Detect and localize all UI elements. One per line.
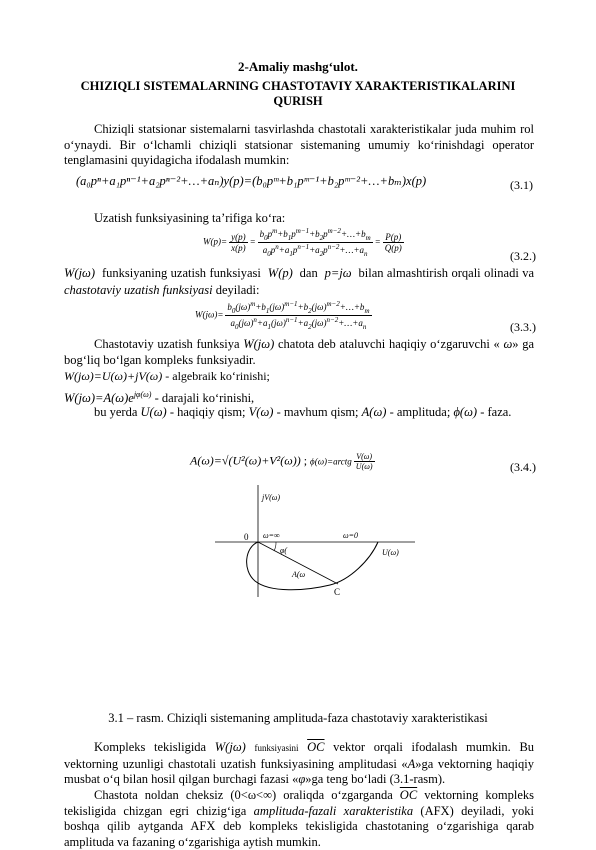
frequency-transfer-paragraph — [64, 265, 534, 299]
w-jw-2: W(jω) — [243, 337, 275, 351]
afx-curve — [247, 542, 378, 590]
p3-italic: chastotaviy uzatish funksiyasi — [64, 283, 213, 297]
afx-figure — [200, 485, 420, 600]
p6-text-a: Chastota noldan cheksiz (0<ω<∞) oraliqda o‘zgarganda — [94, 788, 393, 802]
p3-text-c: bilan almashtirish orqali olinadi va — [358, 266, 535, 280]
phase-arc — [274, 542, 276, 551]
jv-label: jV(ω) — [262, 493, 281, 502]
p6-italic: amplituda-fazali xarakteristika — [253, 803, 414, 818]
p-jw: p=jω — [324, 266, 352, 280]
equation-3-1: (a₀pⁿ+a₁pⁿ⁻¹+a₂pⁿ⁻²+…+aₙ)y(p)=(b₀pᵐ+b₁pᵐ⁻¹+b₂pᵐ⁻²+…+bₘ)x(p) — [76, 174, 427, 188]
polar-form-line — [64, 387, 534, 407]
definitions-paragraph — [64, 405, 534, 421]
oc-vector: $\overline{OC}$ — [307, 740, 325, 754]
w-zero-label: ω=0 — [343, 531, 359, 540]
afx-paragraph — [64, 788, 534, 850]
u-omega: U(ω) — [140, 405, 167, 419]
phase-label: - faza. — [480, 405, 512, 419]
vector-paragraph — [64, 740, 534, 788]
p3-text-b: dan — [299, 266, 318, 280]
algebraic-label: - algebraik ko‘rinishi; — [165, 369, 270, 383]
w-jw: W(jω) — [64, 266, 96, 280]
equation-number-3-1: (3.1) — [510, 178, 533, 192]
omega: ω — [503, 337, 513, 351]
p5-text-c: vektor orqali ifodalash mumkin. Bu vektorning uzunligi chastotali uzatish funksiyasining amplitudasi « — [64, 740, 535, 771]
algebraic-form-line — [64, 369, 534, 385]
polar-label: - darajali ko‘rinishi, — [154, 391, 255, 406]
phi-letter: φ — [298, 772, 306, 786]
p5-text-a: Kompleks tekisligida — [94, 740, 207, 754]
algebraic-form: W(jω)=U(ω)+jV(ω) — [64, 369, 163, 383]
complex-function-paragraph — [64, 337, 534, 368]
amplitude-formula: A(ω)=√(U²(ω)+V²(ω)) — [190, 453, 301, 468]
equation-3-3: W(jω)= $\frac{b_0(j\omega)^m+b_1(j\omega)^{m-1}+b_2(j\omega)^{m-2}+\dots+b_m}{a_0(j\omega)^n+a_1(j\omega)^{n-1}+a_2(j\omega)^{n-2}+\dots+a_n}$ — [195, 300, 370, 331]
w-p: W(p) — [267, 266, 293, 280]
phi-fig-label: φ( — [280, 546, 288, 555]
where-text: bu yerda — [94, 405, 138, 419]
a-omega: A(ω) — [361, 405, 387, 419]
real-part-label: - haqiqiy qism; — [169, 405, 246, 419]
section-title: CHIZIQLI SISTEMALARNING CHASTOTAVIY XARAKTERISTIKALARINI QURISH — [80, 79, 516, 108]
section-number: 2-Amaliy mashg‘ulot. — [238, 59, 358, 74]
c-label: C — [334, 587, 341, 597]
equation-number-3-4: (3.4.) — [510, 460, 536, 474]
p3-text-a: funksiyaning uzatish funksiyasi — [101, 266, 261, 280]
equation-number-3-3: (3.3.) — [510, 320, 536, 334]
transfer-intro: Uzatish funksiyasining ta’rifiga ko‘ra: — [94, 211, 286, 225]
p4-text-a: Chastotaviy uzatish funksiya — [94, 337, 240, 351]
v-omega: V(ω) — [248, 405, 274, 419]
u-label: U(ω) — [382, 548, 399, 557]
p3-text-d: deyiladi: — [215, 283, 260, 297]
figure-caption: 3.1 – rasm. Chiziqli sistemaning amplituda-faza chastotaviy xarakteristikasi — [108, 711, 488, 725]
imag-part-label: - mavhum qism; — [276, 405, 359, 419]
origin-label: 0 — [244, 532, 249, 542]
intro-paragraph: Chiziqli statsionar sistemalarni tasvirlashda chastotali xarakteristikalar juda muhim rol o‘ynaydi. Bir o‘lchamli chiziqli statsionar sistemaning umumiy ko‘rinishdagi operator tenglamasini quyidagicha ifodalash mumkin: — [64, 122, 534, 167]
polar-exponent: jφ(ω) — [133, 390, 152, 399]
oc-vector-2: $\overline{OC}$ — [399, 788, 418, 802]
p5-text-b: funksiyasini — [254, 743, 299, 753]
amplitude-label: - amplituda; — [389, 405, 451, 419]
p5-text-d: »ga vektorning haqiqiy musbat o‘q bilan hosil qilgan burchagi fazasi « — [64, 756, 534, 786]
a-letter: A — [407, 756, 416, 771]
equation-3-4: A(ω)=√(U²(ω)+V²(ω)) ; ϕ(ω)=arctg $\frac{V(\omega)}{U(\omega)}$ — [190, 452, 373, 471]
phi-omega: ϕ(ω) — [453, 405, 478, 419]
polar-form: W(jω)=A(ω)e — [64, 391, 134, 406]
equation-3-2: W(p)= $\frac{y(p)}{x(p)}$ = $\frac{b_0p^m+b_1p^{m-1}+b_2p^{m-2}+\dots+b_m}{a_0p^n+a_1p^{n-1}+a_2p^{n-2}+\dots+a_n}$ = $\frac{P(p)}{Q(p)}$ — [203, 227, 402, 258]
w-jw-3: W(jω) — [214, 740, 246, 754]
a-fig-label: A(ω — [292, 570, 306, 579]
p5-text-e: »ga teng bo‘ladi (3.1-rasm). — [305, 772, 446, 786]
w-inf-label: ω=∞ — [263, 531, 280, 540]
phase-formula-lhs: ϕ(ω)=arctg — [310, 456, 352, 467]
p4-text-c: » ga bog‘liq bo‘lgan kompleks funksiyadir. — [64, 337, 535, 367]
p4-text-b: chatota deb ataluvchi haqiqiy o‘zgaruvchi « — [277, 337, 500, 351]
p6-text-b: vektorning kompleks tekisligida chizgan egri chizig‘iga — [64, 788, 535, 818]
p6-text-c: (AFX) deyiladi, yoki boshqa qilib aytganda AFX deb kompleks tekisligida chastotaning o‘zgarishiga qarab amplituda va fazaning o‘zgarishiga aytish mumkin. — [64, 803, 535, 849]
equation-number-3-2: (3.2.) — [510, 249, 536, 263]
